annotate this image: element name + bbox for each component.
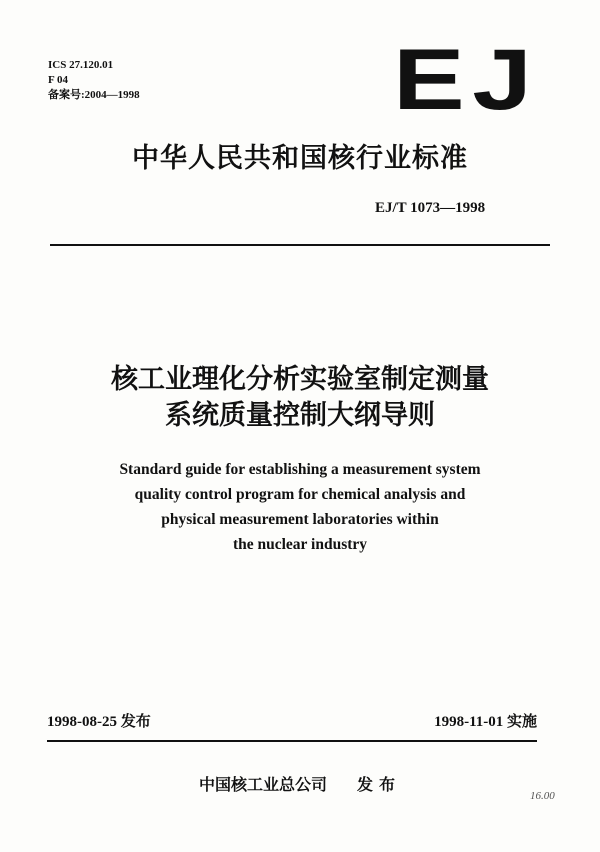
issue-date: 1998-08-25 发布 <box>47 714 151 730</box>
english-title-line: quality control program for chemical analysis and <box>134 486 466 503</box>
effective-date: 1998-11-01 实施 <box>434 714 537 730</box>
ics-code: ICS 27.120.01 <box>48 59 114 71</box>
publisher-name: 中国核工业总公司 <box>198 775 327 794</box>
chinese-title-line: 系统质量控制大纲导则 <box>165 400 435 431</box>
chinese-title <box>0 362 600 434</box>
standard-type: 中华人民共和国核行业标准 <box>132 143 468 174</box>
category-code: F 04 <box>48 74 69 86</box>
english-title-line: the nuclear industry <box>232 536 368 553</box>
publisher-action: 发布 <box>357 775 402 794</box>
handwritten-price-note: 16.00 <box>530 790 555 802</box>
english-title-line: physical measurement laboratories within <box>161 511 439 528</box>
footer-divider <box>47 740 537 742</box>
chinese-title-line: 核工业理化分析实验室制定测量 <box>111 364 489 395</box>
publisher <box>0 772 600 795</box>
ej-logo: EJ <box>393 32 540 128</box>
header-divider <box>50 244 550 246</box>
filing-number: 备案号:2004—1998 <box>48 89 140 101</box>
classification-info <box>48 58 140 103</box>
english-title <box>0 457 600 557</box>
english-title-line: Standard guide for establishing a measurement system <box>119 461 481 478</box>
standard-code: EJ/T 1073—1998 <box>375 200 486 216</box>
